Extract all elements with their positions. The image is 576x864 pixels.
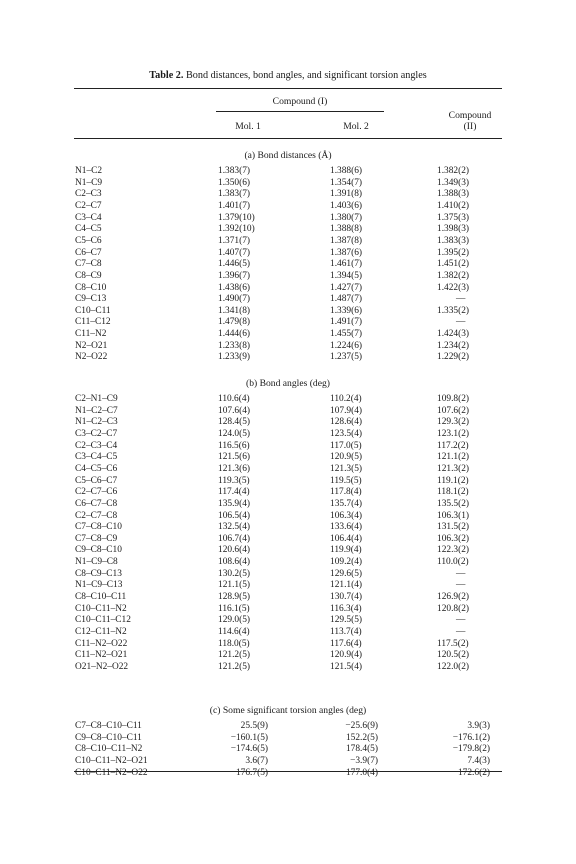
mol2-value: 110.2(4) bbox=[330, 394, 362, 404]
mol1-value: 120.6(4) bbox=[218, 545, 251, 556]
compound-ii-value: 1.410(2) bbox=[437, 200, 470, 211]
row-label: N1–C2–C3 bbox=[75, 417, 118, 428]
table-row bbox=[0, 534, 576, 546]
mol2-value: 1.427(7) bbox=[330, 282, 363, 293]
mol2-value: 135.7(4) bbox=[330, 498, 363, 509]
mol2-value: 1.455(7) bbox=[330, 329, 363, 340]
row-label: C10–C11–N2 bbox=[75, 603, 127, 614]
mol2-value: 120.9(4) bbox=[330, 650, 363, 661]
mol2-value: 1.237(5) bbox=[330, 352, 363, 363]
row-label: C4–C5 bbox=[75, 224, 102, 235]
compound-ii-value: 1.451(2) bbox=[437, 259, 470, 270]
table-row bbox=[0, 476, 576, 488]
compound-ii-value: 1.382(2) bbox=[437, 270, 470, 281]
mol1-value: 135.9(4) bbox=[218, 498, 251, 509]
table-row bbox=[0, 511, 576, 523]
compound-ii-value: 3.9(3) bbox=[467, 721, 490, 731]
row-label: C11–N2 bbox=[75, 329, 107, 340]
mol2-value: 106.4(4) bbox=[330, 533, 363, 544]
row-label: C3–C4–C5 bbox=[75, 452, 118, 463]
compound-ii-value: 106.3(1) bbox=[437, 510, 470, 521]
mol2-header: Mol. 2 bbox=[343, 121, 369, 132]
row-label: C6–C7 bbox=[75, 247, 102, 258]
compound-ii-value: 107.6(2) bbox=[437, 405, 470, 416]
row-label: N1–C9 bbox=[75, 177, 103, 188]
mol2-value: 1.491(7) bbox=[330, 317, 363, 328]
table-row bbox=[0, 487, 576, 499]
mol2-value: 121.3(5) bbox=[330, 463, 363, 474]
table-row bbox=[0, 271, 576, 283]
compound-ii-value: 119.1(2) bbox=[437, 475, 469, 486]
row-label: C9–C8–C10 bbox=[75, 545, 122, 556]
compound-ii-value: 129.3(2) bbox=[437, 417, 470, 428]
compound-i-rule bbox=[216, 111, 384, 112]
mol1-value: 121.3(6) bbox=[218, 463, 251, 474]
mol2-value: 128.6(4) bbox=[330, 417, 363, 428]
compound-ii-header-line2: (II) bbox=[463, 121, 477, 132]
table-row bbox=[0, 452, 576, 464]
mol1-value: 128.4(5) bbox=[218, 417, 251, 428]
compound-ii-value: 117.5(2) bbox=[437, 638, 469, 649]
compound-ii-value: −172.6(2) bbox=[452, 767, 490, 778]
mol1-value: 130.2(5) bbox=[218, 568, 251, 579]
mol1-value: 1.392(10) bbox=[218, 224, 255, 235]
row-label: C3–C2–C7 bbox=[75, 428, 118, 439]
mol2-value: 1.403(6) bbox=[330, 200, 363, 211]
table-row bbox=[0, 639, 576, 651]
mol1-value: 119.3(5) bbox=[218, 475, 250, 486]
mol1-value: −160.1(5) bbox=[230, 732, 268, 743]
mol1-value: 1.383(7) bbox=[218, 166, 251, 176]
mol1-value: 116.5(6) bbox=[218, 440, 250, 451]
table-row bbox=[0, 756, 576, 768]
compound-ii-value: — bbox=[456, 580, 466, 591]
mol1-value: 121.2(5) bbox=[218, 661, 251, 672]
compound-ii-value: 106.3(2) bbox=[437, 533, 470, 544]
mol1-value: 1.438(6) bbox=[218, 282, 251, 293]
table-row bbox=[0, 248, 576, 260]
compound-ii-value: −176.1(2) bbox=[452, 732, 490, 743]
row-label: C10–C11 bbox=[75, 305, 111, 316]
row-label: C2–C3 bbox=[75, 189, 102, 200]
row-label: C7–C8–C10 bbox=[75, 522, 122, 533]
mol1-value: 1.371(7) bbox=[218, 235, 251, 246]
mol1-value: 118.0(5) bbox=[218, 638, 250, 649]
compound-ii-value: 1.395(2) bbox=[437, 247, 470, 258]
mol1-value: 1.233(8) bbox=[218, 340, 251, 351]
mol1-value: 121.1(5) bbox=[218, 580, 251, 591]
table-caption bbox=[0, 70, 576, 81]
mol1-value: 121.2(5) bbox=[218, 650, 251, 661]
row-label: C9–C8–C10–C11 bbox=[75, 732, 142, 743]
table-row bbox=[0, 464, 576, 476]
table-label: Table 2. bbox=[149, 70, 184, 81]
compound-ii-value: 1.349(3) bbox=[437, 177, 470, 188]
mol2-value: 123.5(4) bbox=[330, 428, 363, 439]
mol1-value: 128.9(5) bbox=[218, 592, 251, 603]
row-label: C3–C4 bbox=[75, 212, 102, 223]
row-label: C7–C8 bbox=[75, 259, 102, 270]
compound-ii-value: 121.1(2) bbox=[437, 452, 470, 463]
compound-ii-value: 131.5(2) bbox=[437, 522, 470, 533]
row-label: C11–N2–O21 bbox=[75, 650, 128, 661]
table-row bbox=[0, 615, 576, 627]
table-row bbox=[0, 627, 576, 639]
mol1-value: 1.341(8) bbox=[218, 305, 251, 316]
mol2-value: 1.391(8) bbox=[330, 189, 363, 200]
table-row bbox=[0, 259, 576, 271]
row-label: C5–C6–C7 bbox=[75, 475, 118, 486]
section-title: (b) Bond angles (deg) bbox=[246, 378, 330, 389]
mol2-value: 1.387(8) bbox=[330, 235, 363, 246]
row-label: N1–C9–C8 bbox=[75, 557, 118, 568]
section-title: (c) Some significant torsion angles (deg) bbox=[209, 705, 367, 716]
mol2-value: 117.0(5) bbox=[330, 440, 362, 451]
row-label: N2–O22 bbox=[75, 352, 108, 363]
mol1-value: 1.407(7) bbox=[218, 247, 251, 258]
table-row bbox=[0, 178, 576, 190]
table-row bbox=[0, 224, 576, 236]
table-row bbox=[0, 306, 576, 318]
compound-ii-value: 118.1(2) bbox=[437, 487, 469, 498]
row-label: N1–C2–C7 bbox=[75, 405, 118, 416]
mol2-value: 1.388(6) bbox=[330, 166, 363, 176]
compound-ii-value: 1.388(3) bbox=[437, 189, 470, 200]
table-row bbox=[0, 283, 576, 295]
row-label: C6–C7–C8 bbox=[75, 498, 118, 509]
row-label: C4–C5–C6 bbox=[75, 463, 118, 474]
table-row bbox=[0, 317, 576, 329]
row-label: C10–C11–C12 bbox=[75, 615, 131, 626]
table-row bbox=[0, 592, 576, 604]
row-label: C8–C10–C11–N2 bbox=[75, 744, 143, 755]
compound-ii-value: 109.8(2) bbox=[437, 394, 470, 404]
row-label: C2–C7–C8 bbox=[75, 510, 118, 521]
mol1-value: 129.0(5) bbox=[218, 615, 251, 626]
compound-ii-value: 121.3(2) bbox=[437, 463, 470, 474]
mol2-value: 177.0(4) bbox=[345, 767, 378, 778]
table-row bbox=[0, 341, 576, 353]
compound-ii-value: 1.382(2) bbox=[437, 166, 470, 176]
mol1-value: 114.6(4) bbox=[218, 627, 250, 637]
mol1-value: 124.0(5) bbox=[218, 428, 251, 439]
mol2-value: 1.394(5) bbox=[330, 270, 363, 281]
row-label: C8–C10 bbox=[75, 282, 107, 293]
compound-ii-value: — bbox=[456, 568, 466, 579]
compound-ii-value: 123.1(2) bbox=[437, 428, 470, 439]
compound-ii-value: 117.2(2) bbox=[437, 440, 469, 451]
table-row bbox=[0, 294, 576, 306]
compound-ii-value: −179.8(2) bbox=[452, 744, 490, 755]
mol2-value: 119.5(5) bbox=[330, 475, 362, 486]
mol2-value: 133.6(4) bbox=[330, 522, 363, 533]
row-label: C2–C7 bbox=[75, 200, 102, 211]
mol1-value: 107.6(4) bbox=[218, 405, 251, 416]
table-row bbox=[0, 744, 576, 756]
compound-ii-value: 122.0(2) bbox=[437, 661, 470, 672]
mol1-value: 1.350(6) bbox=[218, 177, 251, 188]
mol1-value: 25.5(9) bbox=[240, 721, 268, 731]
mol1-value: 1.446(5) bbox=[218, 259, 251, 270]
header-rule bbox=[74, 138, 502, 139]
table-row bbox=[0, 522, 576, 534]
row-label: C7–C8–C10–C11 bbox=[75, 721, 142, 731]
top-rule bbox=[74, 88, 502, 89]
row-label: C12–C11–N2 bbox=[75, 627, 127, 637]
mol2-value: 109.2(4) bbox=[330, 557, 363, 568]
compound-ii-value: 120.5(2) bbox=[437, 650, 470, 661]
compound-ii-value: 1.422(3) bbox=[437, 282, 470, 293]
compound-ii-value: 1.335(2) bbox=[437, 305, 470, 316]
mol2-value: 1.487(7) bbox=[330, 294, 363, 305]
mol1-value: 1.396(7) bbox=[218, 270, 251, 281]
compound-ii-value: — bbox=[456, 615, 466, 626]
mol2-value: 1.339(6) bbox=[330, 305, 363, 316]
mol2-value: 119.9(4) bbox=[330, 545, 362, 556]
row-label: C2–C3–C4 bbox=[75, 440, 118, 451]
compound-ii-value: 135.5(2) bbox=[437, 498, 470, 509]
mol1-value: 132.5(4) bbox=[218, 522, 251, 533]
row-label: C7–C8–C9 bbox=[75, 533, 118, 544]
compound-i-header: Compound (I) bbox=[272, 96, 328, 107]
table-row bbox=[0, 721, 576, 733]
table-row bbox=[0, 662, 576, 674]
compound-ii-value: — bbox=[456, 294, 466, 305]
row-label: C8–C10–C11 bbox=[75, 592, 127, 603]
mol1-value: 1.444(6) bbox=[218, 329, 251, 340]
mol2-value: 116.3(4) bbox=[330, 603, 362, 614]
mol1-header: Mol. 1 bbox=[235, 121, 261, 132]
table-row bbox=[0, 406, 576, 418]
mol1-value: −176.7(5) bbox=[230, 767, 268, 778]
table-row bbox=[0, 733, 576, 745]
mol2-value: 106.3(4) bbox=[330, 510, 363, 521]
mol2-value: 117.6(4) bbox=[330, 638, 362, 649]
mol1-value: 106.7(4) bbox=[218, 533, 251, 544]
compound-ii-value: 120.8(2) bbox=[437, 603, 470, 614]
mol2-value: 107.9(4) bbox=[330, 405, 363, 416]
mol1-value: 117.4(4) bbox=[218, 487, 250, 498]
mol1-value: 1.379(10) bbox=[218, 212, 255, 223]
table-row bbox=[0, 417, 576, 429]
row-label: C11–C12 bbox=[75, 317, 111, 328]
mol2-value: 152.2(5) bbox=[345, 732, 378, 743]
mol1-value: 110.6(4) bbox=[218, 394, 250, 404]
compound-ii-value: 1.375(3) bbox=[437, 212, 470, 223]
bottom-rule bbox=[74, 771, 502, 772]
mol2-value: 120.9(5) bbox=[330, 452, 363, 463]
compound-ii-value: 1.398(3) bbox=[437, 224, 470, 235]
mol1-value: 116.1(5) bbox=[218, 603, 250, 614]
mol1-value: 1.233(9) bbox=[218, 352, 251, 363]
mol2-value: 1.224(6) bbox=[330, 340, 363, 351]
mol1-value: 1.479(8) bbox=[218, 317, 251, 328]
row-label: C9–C13 bbox=[75, 294, 107, 305]
table-row bbox=[0, 604, 576, 616]
row-label: C2–C7–C6 bbox=[75, 487, 118, 498]
row-label: C5–C6 bbox=[75, 235, 102, 246]
table-row bbox=[0, 201, 576, 213]
mol2-value: 113.7(4) bbox=[330, 627, 362, 637]
table-caption-text: Bond distances, bond angles, and significant torsion angles bbox=[185, 70, 427, 81]
table-row bbox=[0, 329, 576, 341]
mol1-value: 106.5(4) bbox=[218, 510, 251, 521]
mol2-value: −25.6(9) bbox=[345, 721, 378, 731]
row-label: O21–N2–O22 bbox=[75, 661, 129, 672]
row-label: N1–C9–C13 bbox=[75, 580, 123, 591]
row-label: C8–C9–C13 bbox=[75, 568, 122, 579]
mol1-value: 108.6(4) bbox=[218, 557, 251, 568]
mol2-value: 178.4(5) bbox=[345, 744, 378, 755]
mol2-value: 130.7(4) bbox=[330, 592, 363, 603]
mol2-value: 1.380(7) bbox=[330, 212, 363, 223]
compound-ii-value: 110.0(2) bbox=[437, 557, 469, 568]
mol2-value: 129.5(5) bbox=[330, 615, 363, 626]
table-row bbox=[0, 352, 576, 364]
mol2-value: 1.461(7) bbox=[330, 259, 363, 270]
mol2-value: 1.387(6) bbox=[330, 247, 363, 258]
table-row bbox=[0, 569, 576, 581]
mol1-value: 121.5(6) bbox=[218, 452, 251, 463]
compound-ii-value: 7.4(3) bbox=[467, 755, 490, 766]
row-label: N2–O21 bbox=[75, 340, 108, 351]
mol2-value: 121.1(4) bbox=[330, 580, 363, 591]
table-row bbox=[0, 768, 576, 780]
table-row bbox=[0, 189, 576, 201]
mol2-value: 117.8(4) bbox=[330, 487, 362, 498]
compound-ii-header-line1: Compound bbox=[448, 110, 492, 121]
compound-ii-value: 1.424(3) bbox=[437, 329, 470, 340]
table-row bbox=[0, 394, 576, 406]
mol1-value: 1.490(7) bbox=[218, 294, 251, 305]
mol2-value: 121.5(4) bbox=[330, 661, 363, 672]
table-row bbox=[0, 236, 576, 248]
table-row bbox=[0, 166, 576, 178]
mol1-value: −174.6(5) bbox=[230, 744, 268, 755]
table-row bbox=[0, 213, 576, 225]
compound-ii-value: 1.229(2) bbox=[437, 352, 470, 363]
table-row bbox=[0, 499, 576, 511]
table-row bbox=[0, 545, 576, 557]
row-label: C10–C11–N2–O21 bbox=[75, 755, 148, 766]
compound-ii-value: 1.234(2) bbox=[437, 340, 470, 351]
compound-ii-value: — bbox=[456, 317, 466, 328]
row-label: C2–N1–C9 bbox=[75, 394, 118, 404]
table-row bbox=[0, 650, 576, 662]
mol2-value: −3.9(7) bbox=[350, 755, 378, 766]
row-label: C8–C9 bbox=[75, 270, 102, 281]
row-label: C10–C11–N2–O22 bbox=[75, 767, 148, 778]
table-row bbox=[0, 580, 576, 592]
table-row bbox=[0, 441, 576, 453]
compound-ii-value: 122.3(2) bbox=[437, 545, 470, 556]
mol2-value: 1.388(8) bbox=[330, 224, 363, 235]
mol1-value: 1.383(7) bbox=[218, 189, 251, 200]
mol2-value: 129.6(5) bbox=[330, 568, 363, 579]
mol1-value: 1.401(7) bbox=[218, 200, 251, 211]
compound-ii-value: 126.9(2) bbox=[437, 592, 470, 603]
compound-ii-header bbox=[430, 110, 510, 132]
compound-ii-value: — bbox=[456, 627, 466, 637]
mol1-value: 3.6(7) bbox=[245, 755, 268, 766]
table-row bbox=[0, 557, 576, 569]
section-title: (a) Bond distances (Å) bbox=[244, 150, 332, 161]
row-label: N1–C2 bbox=[75, 166, 103, 176]
table-row bbox=[0, 429, 576, 441]
row-label: C11–N2–O22 bbox=[75, 638, 128, 649]
compound-ii-value: 1.383(3) bbox=[437, 235, 470, 246]
mol2-value: 1.354(7) bbox=[330, 177, 363, 188]
